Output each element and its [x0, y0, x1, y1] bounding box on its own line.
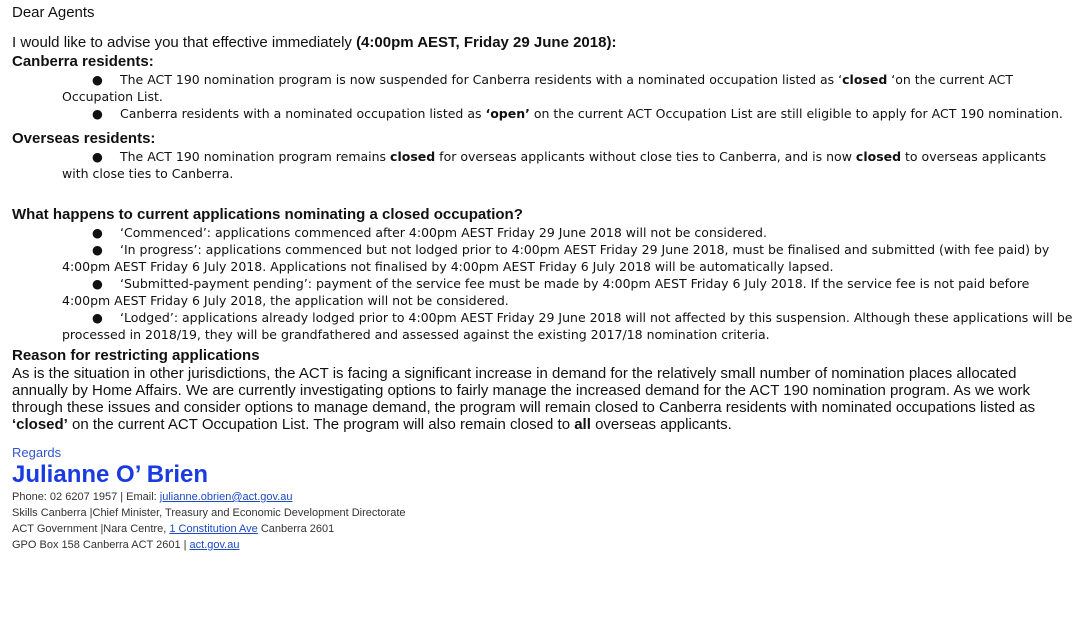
list-item: ● ‘Commenced’: applications commenced after 4:00pm AEST Friday 29 June 2018 will not be considered.	[92, 225, 767, 240]
list-item: ● ‘Submitted-payment pending’: payment of the service fee must be made by 4:00pm AEST Friday 6 July 2018. If the service fee is not paid before 4:00pm AEST Friday 6 July 2018, the application will not be considered.	[62, 276, 1030, 308]
canberra-list	[12, 71, 1074, 122]
bullet-icon: ●	[92, 225, 103, 240]
signature-name: Julianne O’ Brien	[12, 461, 209, 488]
email-link[interactable]: julianne.obrien@act.gov.au	[159, 491, 293, 503]
bullet-icon: ●	[92, 149, 103, 164]
canberra-heading: Canberra residents:	[12, 53, 154, 70]
list-item: ● Canberra residents with a nominated occupation listed as ‘open’ on the current ACT Occupation List are still eligible to apply for ACT 190 nomination.	[92, 106, 1063, 121]
current-applications-heading: What happens to current applications nominating a closed occupation?	[12, 206, 523, 223]
intro-effective-time: (4:00pm AEST, Friday 29 June 2018):	[356, 34, 617, 51]
intro-line	[12, 34, 1074, 52]
list-item: ● The ACT 190 nomination program is now suspended for Canberra residents with a nominated occupation listed as ‘closed ‘on the current ACT Occupation List.	[62, 72, 1014, 104]
reason-paragraph: As is the situation in other jurisdictions, the ACT is facing a significant increase in demand for the relatively small number of nomination places allocated annually by Home Affairs. We are currently investigating options to fairly manage the increased demand for the ACT 190 nomination program. As we work through these issues and consider options to manage demand, the program will remain closed to Canberra residents with nominated occupations listed as ‘closed’ on the current ACT Occupation List. The program will also remain closed to all overseas applicants.	[12, 365, 1036, 433]
bullet-icon: ●	[92, 72, 103, 87]
contact-phone-line: Phone: 02 6207 1957 | Email: julianne.obrien@act.gov.au	[12, 491, 293, 503]
current-applications-list	[12, 224, 1074, 343]
website-link[interactable]: act.gov.au	[189, 539, 240, 551]
list-item: ● The ACT 190 nomination program remains closed for overseas applicants without close ties to Canberra, and is now closed to overseas applicants with close ties to Canberra.	[62, 149, 1047, 181]
bullet-icon: ●	[92, 276, 103, 291]
greeting: Dear Agents	[12, 4, 95, 21]
list-item: ● ‘Lodged’: applications already lodged prior to 4:00pm AEST Friday 29 June 2018 will not affected by this suspension. Although these applications will be processed in 2018/19, they will be grandfathered and assessed against the existing 2017/18 nomination criteria.	[62, 310, 1073, 342]
list-item: ● ‘In progress’: applications commenced but not lodged prior to 4:00pm AEST Friday 29 June 2018, must be finalised and submitted (with fee paid) by 4:00pm AEST Friday 6 July 2018. Applications not finalised by 4:00pm AEST Friday 6 July 2018 will be automatically lapsed.	[62, 242, 1050, 274]
bullet-icon: ●	[92, 242, 103, 257]
bullet-icon: ●	[92, 310, 103, 325]
regards: Regards	[12, 445, 62, 460]
contact-department: Skills Canberra |Chief Minister, Treasury and Economic Development Directorate	[12, 507, 406, 519]
overseas-list	[12, 148, 1074, 182]
email-body	[12, 4, 1074, 553]
overseas-heading: Overseas residents:	[12, 130, 156, 147]
intro-text: I would like to advise you that effective immediately	[12, 34, 357, 51]
bullet-icon: ●	[92, 106, 103, 121]
address-link[interactable]: 1 Constitution Ave	[169, 523, 258, 535]
contact-po-box-line: GPO Box 158 Canberra ACT 2601 | act.gov.au	[12, 539, 240, 551]
contact-address-line: ACT Government |Nara Centre, 1 Constitution Ave Canberra 2601	[12, 523, 335, 535]
reason-heading: Reason for restricting applications	[12, 347, 260, 364]
